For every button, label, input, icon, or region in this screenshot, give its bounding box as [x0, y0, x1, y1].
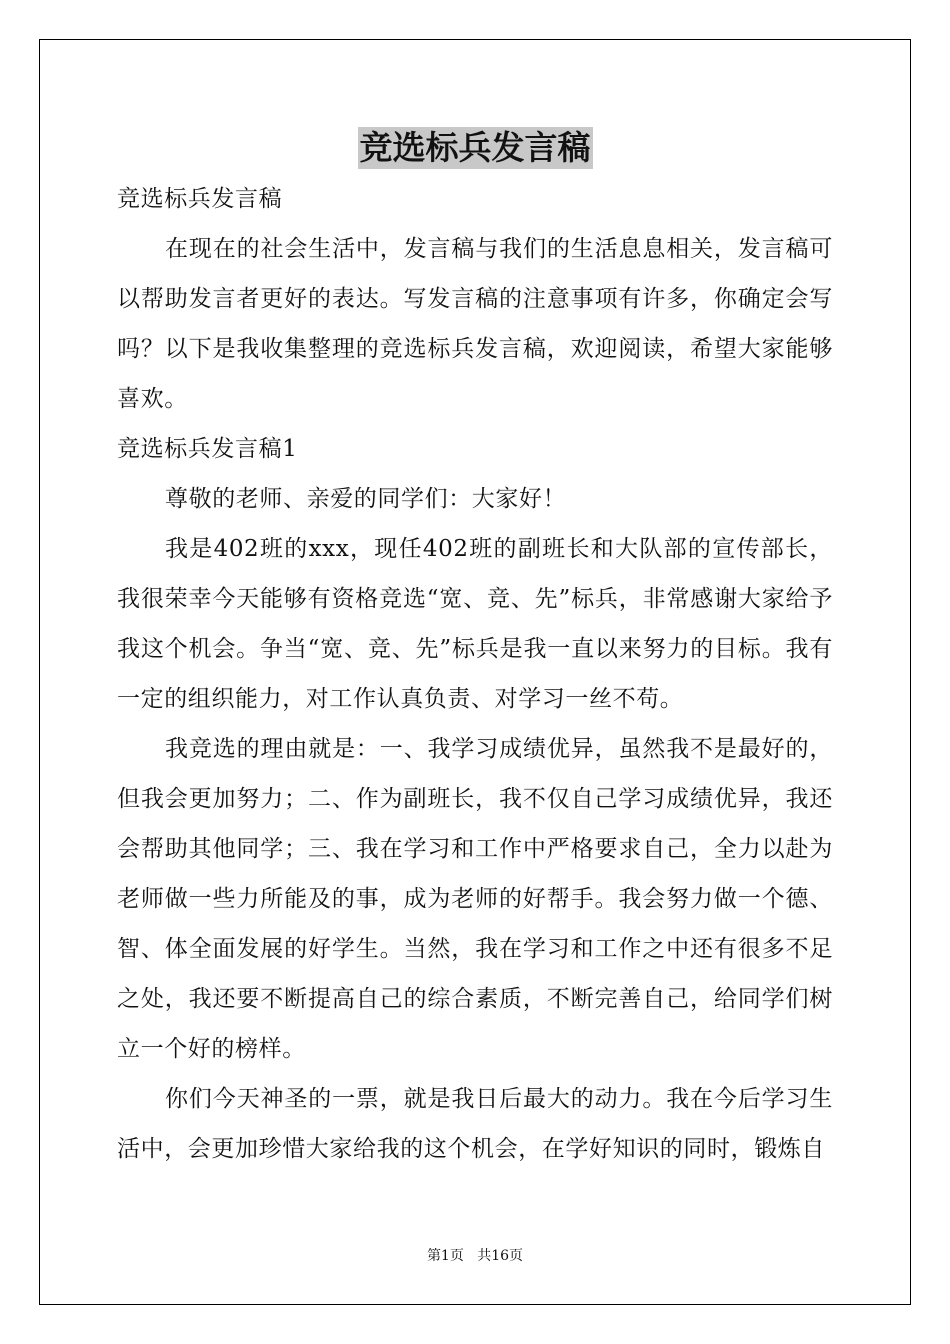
document-body: [117, 174, 833, 1174]
page-number: 第1页: [426, 1248, 464, 1264]
page-footer: [0, 1246, 950, 1266]
paragraph-subtitle: 竞选标兵发言稿: [117, 186, 283, 212]
paragraph-section-heading: 竞选标兵发言稿1: [117, 436, 298, 462]
paragraph-greeting: 尊敬的老师、亲爱的同学们：大家好！: [165, 486, 567, 512]
title-container: [0, 127, 950, 169]
paragraph-closing: 你们今天神圣的一票，就是我日后最大的动力。我在今后学习生活中，会更加珍惜大家给我的这个机会，在学好知识的同时，锻炼自: [117, 1086, 833, 1162]
paragraph-reasons: 我竞选的理由就是：一、我学习成绩优异，虽然我不是最好的，但我会更加努力；二、作为副班长，我不仅自己学习成绩优异，我还会帮助其他同学；三、我在学习和工作中严格要求自己，全力以赴为老师做一些力所能及的事，成为老师的好帮手。我会努力做一个德、智、体全面发展的好学生。当然，我在学习和工作之中还有很多不足之处，我还要不断提高自己的综合素质，不断完善自己，给同学们树立一个好的榜样。: [117, 736, 833, 1062]
document-title: 竞选标兵发言稿: [359, 128, 591, 167]
paragraph-self-intro: 我是402班的xxx，现任402班的副班长和大队部的宣传部长，我很荣幸今天能够有资格竞选“宽、竞、先”标兵，非常感谢大家给予我这个机会。争当“宽、竞、先”标兵是我一直以来努力的目标。我有一定的组织能力，对工作认真负责、对学习一丝不苟。: [117, 536, 833, 712]
paragraph-intro: 在现在的社会生活中，发言稿与我们的生活息息相关，发言稿可以帮助发言者更好的表达。写发言稿的注意事项有许多，你确定会写吗？以下是我收集整理的竞选标兵发言稿，欢迎阅读，希望大家能够喜欢。: [117, 236, 833, 412]
page-total: 共16页: [477, 1248, 524, 1264]
